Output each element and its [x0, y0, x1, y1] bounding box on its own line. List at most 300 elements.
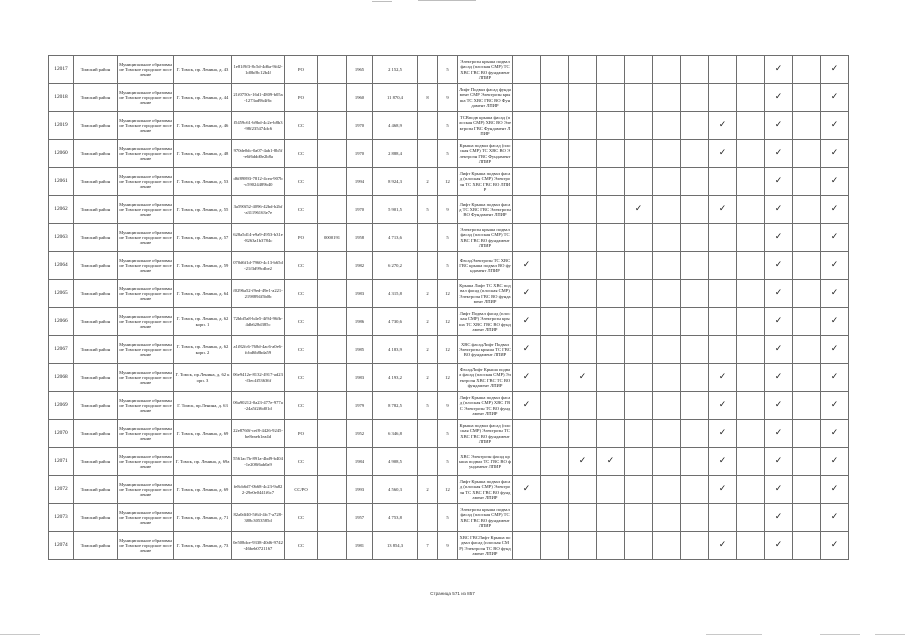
empty-check-cell — [513, 532, 541, 560]
empty-check-cell — [597, 280, 625, 308]
empty-check-cell — [793, 280, 821, 308]
empty-check-cell — [681, 56, 709, 84]
empty-check-cell — [737, 56, 765, 84]
cell-extra — [318, 420, 347, 448]
empty-check-cell — [625, 364, 653, 392]
empty-check-cell — [625, 308, 653, 336]
table-row — [49, 364, 849, 392]
check-icon: ✓ — [821, 308, 849, 336]
empty-check-cell — [625, 532, 653, 560]
cell-works: ХВС Электроэн фасад крыша подвал ТС ГВС ВО фундамент ЛПИР — [458, 448, 513, 476]
cell-address: Г. Томск, пр. Ленина, д. 57 — [174, 224, 232, 252]
empty-check-cell — [737, 140, 765, 168]
cell-wall: СС — [285, 504, 318, 532]
check-icon: ✓ — [765, 504, 793, 532]
empty-check-cell — [737, 448, 765, 476]
empty-check-cell — [597, 476, 625, 504]
cell-works: Крыша подвал фасад (плоская СМР) Электроэн ТС ХВС ГВС ВО фундамент ЛПИР — [458, 420, 513, 448]
cell-floors: 2 — [418, 476, 438, 504]
cell-code: 970de0dc-0a07-4ab1-8b5f-e6f6ddd0e2b8a — [232, 140, 285, 168]
cell-wall: СС — [285, 308, 318, 336]
check-icon: ✓ — [765, 112, 793, 140]
empty-check-cell — [709, 56, 737, 84]
empty-check-cell — [513, 196, 541, 224]
empty-check-cell — [653, 196, 681, 224]
cell-floors — [418, 252, 438, 280]
cell-owner: Муниципальное образование Томское городское поселение — [118, 56, 174, 84]
cell-wall: РО — [285, 84, 318, 112]
check-icon: ✓ — [765, 252, 793, 280]
empty-check-cell — [569, 392, 597, 420]
cell-wall: СС — [285, 392, 318, 420]
empty-check-cell — [709, 224, 737, 252]
cell-address: Г. Томск, пр. Ленина, д. 46 — [174, 112, 232, 140]
check-icon: ✓ — [569, 448, 597, 476]
cell-year: 1986 — [347, 308, 373, 336]
empty-check-cell — [597, 56, 625, 84]
cell-address: Г. Томск, пр. Ленина, д. 69а — [174, 448, 232, 476]
cell-district: Томский район — [74, 84, 118, 112]
cell-district: Томский район — [74, 140, 118, 168]
cell-floors: 5 — [418, 196, 438, 224]
cell-entr: 5 — [438, 252, 458, 280]
cell-district: Томский район — [74, 392, 118, 420]
cell-floors: 5 — [418, 392, 438, 420]
check-icon: ✓ — [765, 196, 793, 224]
cell-owner: Муниципальное образование Томское городское поселение — [118, 140, 174, 168]
check-icon: ✓ — [821, 392, 849, 420]
cell-entr: 12 — [438, 280, 458, 308]
empty-check-cell — [653, 448, 681, 476]
cell-entr: 12 — [438, 476, 458, 504]
document-sheet — [48, 55, 849, 568]
cell-extra — [318, 280, 347, 308]
cell-extra — [318, 532, 347, 560]
table-row — [49, 280, 849, 308]
cell-address: Г. Томск, пр. Ленина, д. 69 — [174, 476, 232, 504]
cell-code: 1e81f9f3-8c5d-4d6a-9fd2-1d0bf8c12b4f — [232, 56, 285, 84]
cell-owner: Муниципальное образование Томское городское поселение — [118, 112, 174, 140]
cell-works: Лифт Подвал фасад фундамент СМР Электроэн крыша ТС ХВС ГВС ВО Фундамент ЛПИР — [458, 84, 513, 112]
empty-check-cell — [597, 420, 625, 448]
cell-code: fe8cb6d7-0b68-4c23-9a822-29e0e0441f6c7 — [232, 476, 285, 504]
empty-check-cell — [709, 504, 737, 532]
cell-floors: 2 — [418, 308, 438, 336]
empty-check-cell — [653, 420, 681, 448]
empty-check-cell — [625, 56, 653, 84]
bottom-edge-marks — [0, 630, 905, 640]
cell-area: 2 888,4 — [373, 140, 418, 168]
cell-wall: СС — [285, 364, 318, 392]
check-icon: ✓ — [821, 84, 849, 112]
cell-extra — [318, 448, 347, 476]
empty-check-cell — [737, 252, 765, 280]
check-icon: ✓ — [821, 476, 849, 504]
cell-wall: РО — [285, 56, 318, 84]
cell-address: Г. Томск, пр. Ленина, д. 53 — [174, 168, 232, 196]
check-icon: ✓ — [821, 224, 849, 252]
empty-check-cell — [737, 168, 765, 196]
cell-area: 4 713,6 — [373, 224, 418, 252]
table-row — [49, 504, 849, 532]
empty-check-cell — [541, 476, 569, 504]
cell-floors — [418, 56, 438, 84]
cell-floors: 7 — [418, 532, 438, 560]
empty-check-cell — [597, 84, 625, 112]
cell-works: Крыша подвал фасад (плоская СМР) ТС ХВС ВО Электроэн ГВС Фундамент ЛПИР — [458, 140, 513, 168]
cell-wall: РО — [285, 224, 318, 252]
check-icon: ✓ — [821, 168, 849, 196]
empty-check-cell — [541, 224, 569, 252]
cell-entr: 12 — [438, 308, 458, 336]
empty-check-cell — [569, 476, 597, 504]
cell-id: 12066 — [49, 308, 74, 336]
cell-owner: Муниципальное образование Томское городское поселение — [118, 364, 174, 392]
empty-check-cell — [653, 308, 681, 336]
empty-check-cell — [793, 308, 821, 336]
empty-check-cell — [569, 280, 597, 308]
empty-check-cell — [681, 308, 709, 336]
cell-district: Томский район — [74, 532, 118, 560]
cell-floors — [418, 448, 438, 476]
check-icon: ✓ — [821, 252, 849, 280]
check-icon: ✓ — [821, 140, 849, 168]
cell-year: 1952 — [347, 420, 373, 448]
check-icon: ✓ — [765, 364, 793, 392]
cell-id: 12061 — [49, 168, 74, 196]
empty-check-cell — [709, 280, 737, 308]
empty-check-cell — [625, 140, 653, 168]
cell-district: Томский район — [74, 476, 118, 504]
cell-year: 1958 — [347, 224, 373, 252]
empty-check-cell — [681, 84, 709, 112]
cell-district: Томский район — [74, 308, 118, 336]
check-icon: ✓ — [821, 112, 849, 140]
empty-check-cell — [513, 448, 541, 476]
cell-year: 1993 — [347, 476, 373, 504]
cell-owner: Муниципальное образование Томское городское поселение — [118, 84, 174, 112]
cell-id: 12067 — [49, 336, 74, 364]
cell-code: 628a5d14-e9a9-4953-b31e-8263a1b3784c — [232, 224, 285, 252]
check-icon: ✓ — [765, 476, 793, 504]
cell-year: 1983 — [347, 364, 373, 392]
cell-code: 22e8760f-cef8-4426-9245-be8eaeb1ea4d — [232, 420, 285, 448]
empty-check-cell — [597, 112, 625, 140]
cell-entr: 5 — [438, 448, 458, 476]
empty-check-cell — [597, 364, 625, 392]
cell-works: Электроэн крыша подвал фасад (плоская СМР) ТС ХВС ГВС ВО фундамент ЛПИР — [458, 504, 513, 532]
table-row — [49, 532, 849, 560]
cell-area: 11 870,4 — [373, 84, 418, 112]
cell-year: 1957 — [347, 504, 373, 532]
cell-year: 1981 — [347, 532, 373, 560]
cell-entr: 5 — [438, 112, 458, 140]
cell-floors — [418, 420, 438, 448]
cell-area: 4 193,2 — [373, 364, 418, 392]
check-icon: ✓ — [765, 308, 793, 336]
cell-extra — [318, 168, 347, 196]
empty-check-cell — [737, 364, 765, 392]
empty-check-cell — [793, 56, 821, 84]
top-edge-marks — [0, 0, 905, 8]
cell-address: Г. Томск, пр. Ленина, д. 59 — [174, 252, 232, 280]
empty-check-cell — [793, 476, 821, 504]
empty-check-cell — [653, 224, 681, 252]
empty-check-cell — [681, 112, 709, 140]
check-icon: ✓ — [765, 448, 793, 476]
cell-district: Томский район — [74, 280, 118, 308]
empty-check-cell — [541, 140, 569, 168]
check-icon: ✓ — [709, 476, 737, 504]
cell-code: 21f0750c-16d1-4809-b05a-1273ad9b4f6c — [232, 84, 285, 112]
cell-extra — [318, 140, 347, 168]
empty-check-cell — [793, 504, 821, 532]
empty-check-cell — [541, 420, 569, 448]
table-row — [49, 140, 849, 168]
empty-check-cell — [597, 252, 625, 280]
cell-area: 6 346,8 — [373, 420, 418, 448]
cell-owner: Муниципальное образование Томское городское поселение — [118, 392, 174, 420]
empty-check-cell — [793, 84, 821, 112]
empty-check-cell — [541, 336, 569, 364]
cell-district: Томский район — [74, 364, 118, 392]
cell-floors — [418, 504, 438, 532]
cell-wall: СС — [285, 532, 318, 560]
empty-check-cell — [541, 84, 569, 112]
table-row — [49, 56, 849, 84]
check-icon: ✓ — [513, 392, 541, 420]
cell-id: 12072 — [49, 476, 74, 504]
cell-wall: СС — [285, 448, 318, 476]
cell-area: 8 782,5 — [373, 392, 418, 420]
cell-owner: Муниципальное образование Томское городское поселение — [118, 420, 174, 448]
cell-works: Крыша Лифт ТС ХВС подвал фасад (плоская СМР) Электроэн ГВС ВО фундамент ЛПИР — [458, 280, 513, 308]
empty-check-cell — [513, 112, 541, 140]
cell-extra — [318, 504, 347, 532]
cell-year: 1985 — [347, 336, 373, 364]
check-icon: ✓ — [765, 168, 793, 196]
table-row — [49, 196, 849, 224]
check-icon: ✓ — [821, 364, 849, 392]
empty-check-cell — [793, 392, 821, 420]
empty-check-cell — [793, 364, 821, 392]
cell-id: 12065 — [49, 280, 74, 308]
empty-check-cell — [597, 196, 625, 224]
check-icon: ✓ — [821, 336, 849, 364]
empty-check-cell — [793, 252, 821, 280]
check-icon: ✓ — [765, 224, 793, 252]
empty-check-cell — [541, 448, 569, 476]
cell-area: 13 854,3 — [373, 532, 418, 560]
table-row — [49, 224, 849, 252]
cell-code: 070d6f1d-7960-4c13-b65d-21f3d99cdbe2 — [232, 252, 285, 280]
empty-check-cell — [597, 392, 625, 420]
empty-check-cell — [681, 476, 709, 504]
empty-check-cell — [541, 196, 569, 224]
empty-check-cell — [513, 168, 541, 196]
empty-check-cell — [569, 112, 597, 140]
empty-check-cell — [653, 140, 681, 168]
page-footer: Страница 571 из 857 — [430, 591, 475, 596]
empty-check-cell — [793, 420, 821, 448]
cell-wall: СС — [285, 140, 318, 168]
cell-works: Лифт Крыша подвал фасад (плоская СМР) ХВС ГВС Электроэн ТС ВО фундамент ЛПИР — [458, 392, 513, 420]
empty-check-cell — [569, 532, 597, 560]
empty-check-cell — [513, 140, 541, 168]
empty-check-cell — [569, 84, 597, 112]
cell-id: 12060 — [49, 140, 74, 168]
check-icon: ✓ — [709, 392, 737, 420]
cell-address: Г. Томск, пр. Ленина, д. 73 — [174, 532, 232, 560]
empty-check-cell — [625, 476, 653, 504]
empty-check-cell — [793, 448, 821, 476]
check-icon: ✓ — [821, 280, 849, 308]
cell-code: f0296a52-f9ed-49e1-a221-2198894f5b0b — [232, 280, 285, 308]
cell-wall: СС — [285, 252, 318, 280]
cell-address: Г. Томск, пр. Ленина, д. 48 — [174, 140, 232, 168]
empty-check-cell — [681, 280, 709, 308]
empty-check-cell — [625, 504, 653, 532]
empty-check-cell — [597, 224, 625, 252]
cell-works: ФасадЭлектроэн ТС ХВС ГВС крыша подвал ВО фундамент ЛПИР — [458, 252, 513, 280]
check-icon: ✓ — [597, 448, 625, 476]
housing-table — [48, 55, 849, 560]
cell-id: 12074 — [49, 532, 74, 560]
cell-extra — [318, 252, 347, 280]
cell-id: 12018 — [49, 84, 74, 112]
table-row — [49, 448, 849, 476]
empty-check-cell — [541, 252, 569, 280]
empty-check-cell — [681, 420, 709, 448]
cell-entr: 5 — [438, 224, 458, 252]
cell-code: 5561ac7b-891a-4bd9-b404-1e208f6ab0a9 — [232, 448, 285, 476]
cell-works: ХВС ГВСЛифт Крыша подвал фасад (плоская СМР) Электроэн ТС ВО фундамент ЛПИР — [458, 532, 513, 560]
cell-address: Г. Томск, пр. Ленина, д. 44 — [174, 84, 232, 112]
cell-year: 1983 — [347, 280, 373, 308]
empty-check-cell — [793, 336, 821, 364]
check-icon: ✓ — [821, 504, 849, 532]
cell-owner: Муниципальное образование Томское городское поселение — [118, 448, 174, 476]
cell-year: 1979 — [347, 392, 373, 420]
empty-check-cell — [541, 112, 569, 140]
empty-check-cell — [541, 532, 569, 560]
check-icon: ✓ — [765, 532, 793, 560]
cell-district: Томский район — [74, 196, 118, 224]
empty-check-cell — [653, 112, 681, 140]
cell-code: 72bbf5a8-b4e5-4f94-96fb-4db628d385c — [232, 308, 285, 336]
cell-entr: 5 — [438, 420, 458, 448]
cell-works: ТСВподв крыша фасад (плоская СМР) ХВС ВО Электроэн ГВС Фундамент ЛПИР — [458, 112, 513, 140]
cell-area: 4 753,8 — [373, 504, 418, 532]
empty-check-cell — [737, 280, 765, 308]
table-row — [49, 168, 849, 196]
empty-check-cell — [737, 392, 765, 420]
empty-check-cell — [793, 168, 821, 196]
cell-year: 1984 — [347, 448, 373, 476]
cell-code: 06e9412e-8132-4917-ad23-f3ec4f53636f — [232, 364, 285, 392]
cell-address: Г. Томск, пр. Ленина, д. 43 — [174, 56, 232, 84]
cell-area: 4 730,6 — [373, 308, 418, 336]
empty-check-cell — [681, 364, 709, 392]
empty-check-cell — [653, 364, 681, 392]
check-icon: ✓ — [513, 280, 541, 308]
cell-area: 8 924,3 — [373, 168, 418, 196]
cell-district: Томский район — [74, 504, 118, 532]
empty-check-cell — [737, 476, 765, 504]
cell-district: Томский район — [74, 112, 118, 140]
cell-works: Электроэн крыша подвал фасад (плоская СМР) ТС ХВС ГВС ВО фундамент ЛПИР — [458, 56, 513, 84]
cell-year: 1965 — [347, 56, 373, 84]
table-body — [49, 56, 849, 560]
empty-check-cell — [737, 336, 765, 364]
cell-wall: СС/РО — [285, 476, 318, 504]
empty-check-cell — [513, 84, 541, 112]
empty-check-cell — [681, 336, 709, 364]
cell-code: a1f82fc6-768d-4ac6-a0e6-fcbd6b8bda59 — [232, 336, 285, 364]
cell-year: 1970 — [347, 112, 373, 140]
cell-entr: 12 — [438, 364, 458, 392]
cell-entr: 5 — [438, 504, 458, 532]
cell-works: Лифт Крыша подвал фасад ТС ХВС ГВС Электроэн ВО Фундамент ЛПИР — [458, 196, 513, 224]
table-row — [49, 252, 849, 280]
cell-address: Г. Томск, пр. Ленина, д. 69 — [174, 420, 232, 448]
check-icon: ✓ — [709, 420, 737, 448]
check-icon: ✓ — [709, 112, 737, 140]
cell-address: Г. Томск, пр. Ленина, д. 55 — [174, 196, 232, 224]
empty-check-cell — [653, 504, 681, 532]
cell-extra: 0000191 — [318, 224, 347, 252]
empty-check-cell — [681, 448, 709, 476]
empty-check-cell — [681, 140, 709, 168]
cell-area: 4 908,5 — [373, 448, 418, 476]
check-icon: ✓ — [513, 308, 541, 336]
cell-area: 6 270,2 — [373, 252, 418, 280]
empty-check-cell — [793, 224, 821, 252]
cell-year: 1970 — [347, 140, 373, 168]
empty-check-cell — [653, 84, 681, 112]
empty-check-cell — [569, 168, 597, 196]
check-icon: ✓ — [765, 84, 793, 112]
cell-extra — [318, 392, 347, 420]
check-icon: ✓ — [821, 532, 849, 560]
empty-check-cell — [513, 504, 541, 532]
cell-extra — [318, 336, 347, 364]
table-row — [49, 392, 849, 420]
cell-floors: 8 — [418, 84, 438, 112]
cell-works: Электроэн крыша подвал фасад (плоская СМР) ТС ХВС ГВС ВО фундамент ЛПИР — [458, 224, 513, 252]
check-icon: ✓ — [821, 420, 849, 448]
empty-check-cell — [653, 56, 681, 84]
cell-id: 12062 — [49, 196, 74, 224]
empty-check-cell — [681, 504, 709, 532]
cell-floors — [418, 112, 438, 140]
empty-check-cell — [597, 532, 625, 560]
cell-district: Томский район — [74, 448, 118, 476]
cell-extra — [318, 364, 347, 392]
empty-check-cell — [513, 56, 541, 84]
empty-check-cell — [625, 420, 653, 448]
cell-year: 1960 — [347, 84, 373, 112]
empty-check-cell — [569, 252, 597, 280]
cell-code: f5459c61-b9bd-4c2e-b8b3-98f235474dc6 — [232, 112, 285, 140]
empty-check-cell — [737, 308, 765, 336]
empty-check-cell — [569, 140, 597, 168]
cell-entr: 12 — [438, 168, 458, 196]
cell-extra — [318, 112, 347, 140]
empty-check-cell — [541, 392, 569, 420]
cell-area: 4 183,9 — [373, 336, 418, 364]
cell-owner: Муниципальное образование Томское городское поселение — [118, 476, 174, 504]
